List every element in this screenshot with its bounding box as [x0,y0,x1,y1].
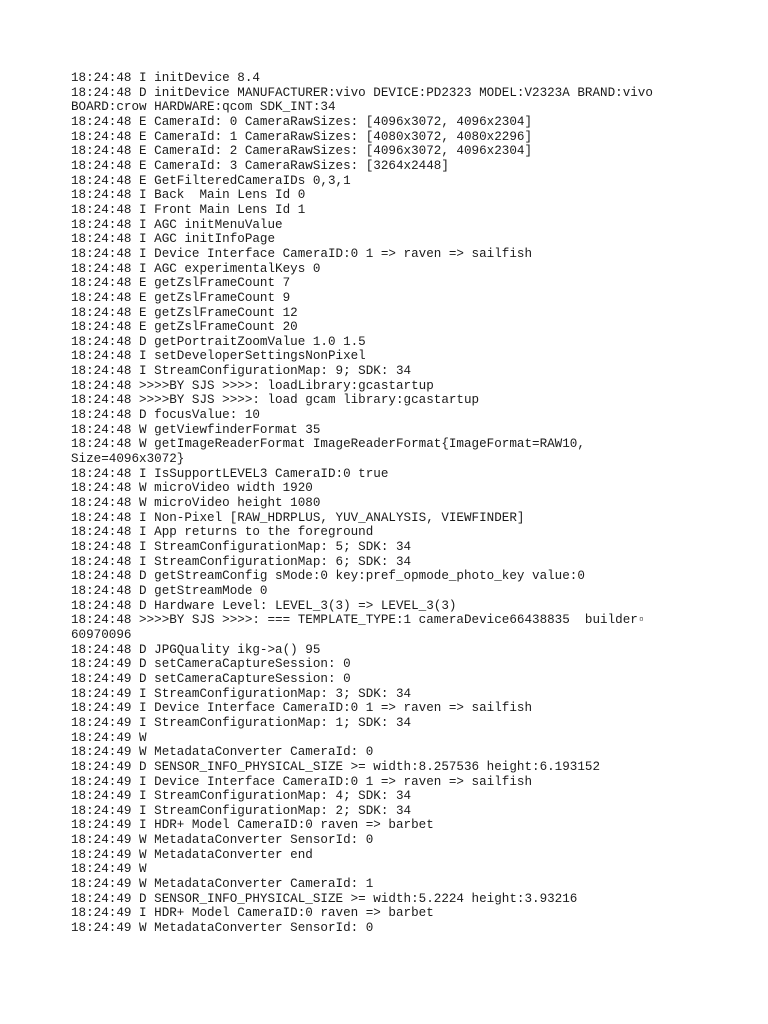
log-line: 18:24:48 W microVideo height 1080 [71,496,321,511]
log-line: 60970096 [71,627,132,642]
log-line: 18:24:48 I AGC initMenuValue [71,217,283,232]
log-line: 18:24:48 I Front Main Lens Id 1 [71,202,306,217]
log-line: 18:24:49 W MetadataConverter SensorId: 0 [71,921,374,936]
log-line: 18:24:48 I StreamConfigurationMap: 5; SDK: 34 [71,540,412,554]
log-line: 18:24:49 D setCameraCaptureSession: 0 [71,671,351,686]
log-line: 18:24:48 E CameraId: 2 CameraRawSizes: [4096x3072, 4096x2304] [71,144,533,159]
log-line: 18:24:48 I AGC experimentalKeys 0 [71,261,321,276]
log-line: 18:24:48 I initDevice 8.4 [71,71,260,85]
log-line: 18:24:49 W MetadataConverter SensorId: 0 [71,833,374,848]
log-line: 18:24:48 D getStreamMode 0 [71,583,268,598]
log-line: 18:24:49 D SENSOR_INFO_PHYSICAL_SIZE >= width:8.257536 height:6.193152 [71,759,601,774]
log-line: 18:24:48 E getZslFrameCount 9 [71,290,291,305]
log-line: 18:24:48 I IsSupportLEVEL3 CameraID:0 true [71,466,389,481]
log-line: 18:24:48 E getZslFrameCount 7 [71,276,291,291]
log-line: 18:24:48 I AGC initInfoPage [71,232,276,247]
log-line: Size=4096x3072} [71,452,185,467]
log-line: 18:24:49 I Device Interface CameraID:0 1 => raven => sailfish [71,774,533,789]
log-line: 18:24:48 >>>>BY SJS >>>>: === TEMPLATE_TYPE:1 cameraDevice66438835 builder▫ [71,613,646,628]
log-line: 18:24:48 W getImageReaderFormat ImageReaderFormat{ImageFormat=RAW10, [71,437,585,452]
log-line: 18:24:48 >>>>BY SJS >>>>: load gcam library:gcastartup [71,393,480,408]
log-line: 18:24:49 I HDR+ Model CameraID:0 raven => barbet [71,818,434,833]
log-line: 18:24:48 E getZslFrameCount 12 [71,305,298,320]
log-line: 18:24:48 I Device Interface CameraID:0 1 => raven => sailfish [71,246,533,261]
log-line: 18:24:48 I StreamConfigurationMap: 6; SDK: 34 [71,554,412,569]
log-line: 18:24:48 I App returns to the foreground [71,525,374,540]
log-line: 18:24:48 I setDeveloperSettingsNonPixel [71,349,366,364]
log-line: 18:24:49 D SENSOR_INFO_PHYSICAL_SIZE >= width:5.2224 height:3.93216 [71,891,578,906]
log-line: 18:24:48 D initDevice MANUFACTURER:vivo DEVICE:PD2323 MODEL:V2323A BRAND:vivo [71,85,653,100]
log-line: 18:24:48 E getZslFrameCount 20 [71,320,298,335]
log-line: 18:24:48 D JPGQuality ikg->a() 95 [71,642,321,657]
log-output [71,71,711,936]
log-line: 18:24:49 W [71,730,147,745]
log-line: 18:24:49 I Device Interface CameraID:0 1 => raven => sailfish [71,701,533,716]
log-line: 18:24:48 E CameraId: 0 CameraRawSizes: [4096x3072, 4096x2304] [71,114,533,129]
log-line: 18:24:48 >>>>BY SJS >>>>: loadLibrary:gcastartup [71,378,434,393]
log-line: 18:24:48 D Hardware Level: LEVEL_3(3) => LEVEL_3(3) [71,598,457,613]
log-line: BOARD:crow HARDWARE:qcom SDK_INT:34 [71,100,336,115]
log-line: 18:24:48 D focusValue: 10 [71,408,260,423]
log-line: 18:24:48 D getPortraitZoomValue 1.0 1.5 [71,334,366,349]
log-line: 18:24:49 W [71,862,147,877]
log-line: 18:24:48 E CameraId: 1 CameraRawSizes: [4080x3072, 4080x2296] [71,129,533,144]
log-line: 18:24:49 D setCameraCaptureSession: 0 [71,657,351,672]
log-line: 18:24:49 W MetadataConverter CameraId: 0 [71,745,374,760]
log-line: 18:24:49 W MetadataConverter CameraId: 1 [71,877,374,892]
log-line: 18:24:49 I StreamConfigurationMap: 2; SDK: 34 [71,803,412,818]
log-line: 18:24:48 W getViewfinderFormat 35 [71,422,321,437]
log-line: 18:24:48 E CameraId: 3 CameraRawSizes: [3264x2448] [71,158,449,173]
log-line: 18:24:49 W MetadataConverter end [71,847,313,862]
log-line: 18:24:48 I Non-Pixel [RAW_HDRPLUS, YUV_ANALYSIS, VIEWFINDER] [71,510,525,525]
log-line: 18:24:48 W microVideo width 1920 [71,481,313,496]
log-line: 18:24:48 I Back Main Lens Id 0 [71,188,306,203]
log-line: 18:24:48 I StreamConfigurationMap: 9; SDK: 34 [71,364,412,379]
log-line: 18:24:48 D getStreamConfig sMode:0 key:pref_opmode_photo_key value:0 [71,569,585,584]
log-line: 18:24:49 I StreamConfigurationMap: 4; SDK: 34 [71,789,412,804]
log-line: 18:24:48 E GetFilteredCameraIDs 0,3,1 [71,173,351,188]
log-line: 18:24:49 I StreamConfigurationMap: 1; SDK: 34 [71,715,412,730]
log-line: 18:24:49 I StreamConfigurationMap: 3; SDK: 34 [71,686,412,701]
log-line: 18:24:49 I HDR+ Model CameraID:0 raven => barbet [71,906,434,921]
